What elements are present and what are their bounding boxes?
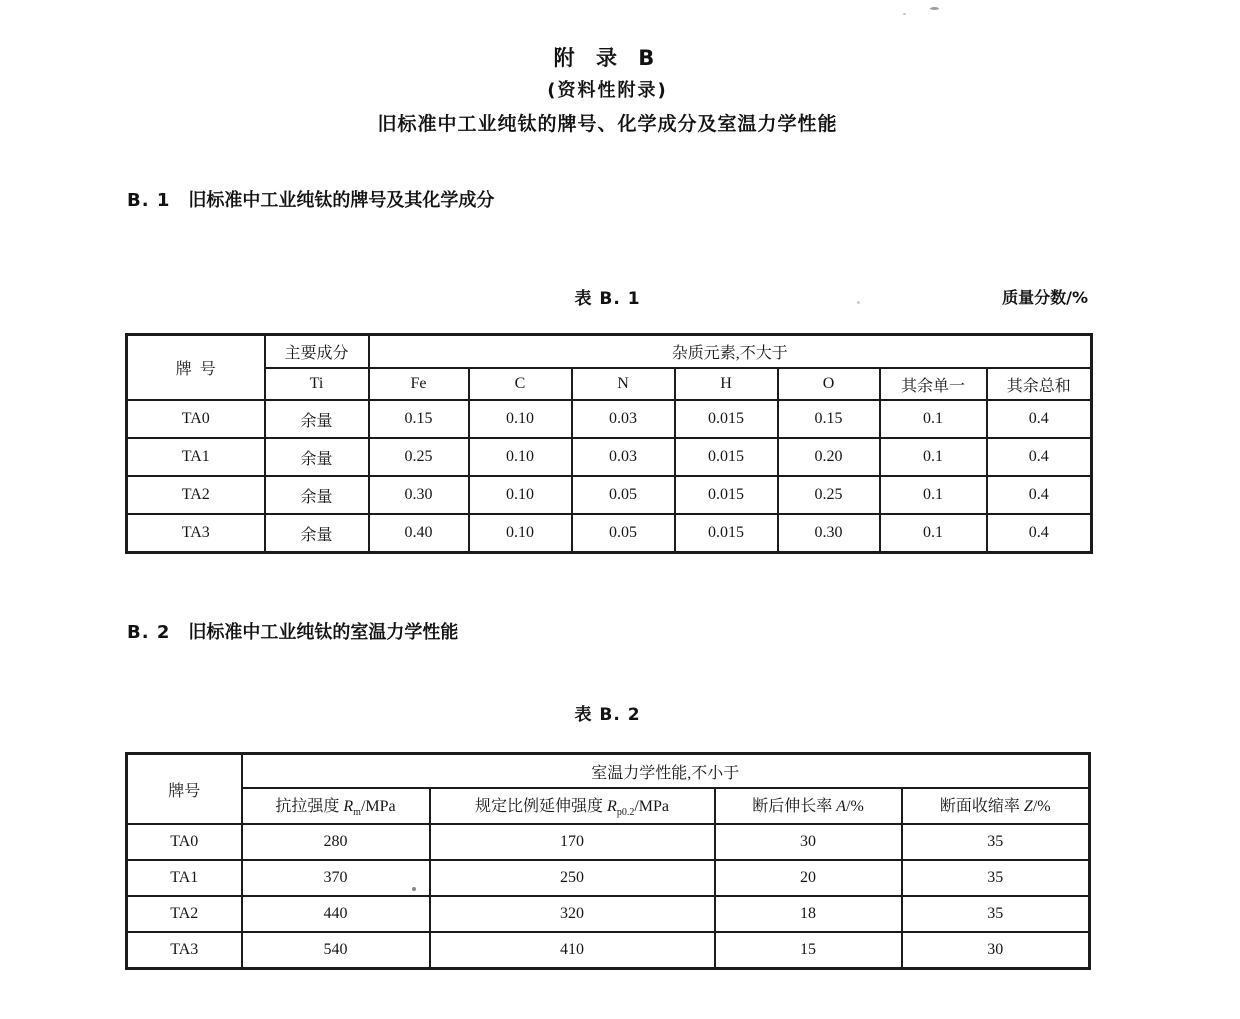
section-b2-number: B. 2 [127,622,171,643]
value-cell: 0.015 [675,438,778,476]
col-header-ti: Ti [265,368,369,400]
value-cell: 0.15 [778,400,880,438]
col-header-o: O [778,368,880,400]
col-header-other-single: 其余单一 [880,368,987,400]
col-header-fe: Fe [369,368,469,400]
col-header-h: H [675,368,778,400]
appendix-subject-title: 旧标准中工业纯钛的牌号、化学成分及室温力学性能 [377,113,838,135]
value-cell: 15 [715,932,902,969]
appendix-type-subtitle: (资料性附录) [547,80,668,101]
col-header-main-component: 主要成分 [265,335,369,369]
value-cell: 0.30 [369,476,469,514]
col-header-other-total: 其余总和 [987,368,1092,400]
mechanical-properties-table [125,752,1091,970]
value-cell: 35 [902,860,1090,896]
table-b1-caption-row [125,284,1090,308]
value-cell: 18 [715,896,902,932]
value-cell: 0.015 [675,476,778,514]
designation-cell: TA1 [127,438,265,476]
table-row [127,438,1092,476]
value-cell: 0.015 [675,400,778,438]
ti-cell: 余量 [265,514,369,553]
value-cell: 0.1 [880,400,987,438]
table-b2-caption-row [125,700,1090,724]
value-cell: 0.4 [987,438,1092,476]
table-b1-header-row-2 [127,368,1092,400]
value-cell: 0.1 [880,476,987,514]
table-b1-header-row-1 [127,335,1092,369]
table-row [127,824,1090,860]
value-cell: 0.1 [880,438,987,476]
value-cell: 0.10 [469,400,572,438]
value-cell: 170 [430,824,715,860]
col-header-designation: 牌 号 [127,335,265,401]
value-cell: 35 [902,896,1090,932]
section-b1-heading [127,186,494,212]
value-cell: 370 [242,860,430,896]
designation-cell: TA0 [127,824,242,860]
col-header-proof-strength: 规定比例延伸强度 $R_{p0.2}$/MPa [430,788,715,824]
col-header-property-group: 室温力学性能,不小于 [242,754,1090,789]
table-row [127,476,1092,514]
value-cell: 0.10 [469,438,572,476]
value-cell: 0.03 [572,438,675,476]
table-b2-header-row-2 [127,788,1090,824]
table-row [127,860,1090,896]
ti-cell: 余量 [265,438,369,476]
value-cell: 35 [902,824,1090,860]
value-cell: 280 [242,824,430,860]
designation-cell: TA3 [127,514,265,553]
scan-speck [903,13,906,15]
col-header-elongation: 断后伸长率 A/% [715,788,902,824]
value-cell: 0.4 [987,400,1092,438]
designation-cell: TA3 [127,932,242,969]
section-b1-title: 旧标准中工业纯钛的牌号及其化学成分 [188,190,495,211]
appendix-title: 附 录 B [553,46,662,70]
value-cell: 0.4 [987,476,1092,514]
value-cell: 440 [242,896,430,932]
value-cell: 0.03 [572,400,675,438]
value-cell: 0.30 [778,514,880,553]
value-cell: 30 [715,824,902,860]
table-row [127,896,1090,932]
col-header-designation: 牌号 [127,754,242,825]
col-header-reduction-of-area: 断面收缩率 Z/% [902,788,1090,824]
scan-speck [930,7,939,10]
value-cell: 0.25 [778,476,880,514]
col-header-tensile-strength: 抗拉强度 $R_m$/MPa [242,788,430,824]
designation-cell: TA2 [127,476,265,514]
value-cell: 0.4 [987,514,1092,553]
ti-cell: 余量 [265,400,369,438]
table-b1-caption: 表 B. 1 [574,289,641,309]
value-cell: 320 [430,896,715,932]
value-cell: 410 [430,932,715,969]
value-cell: 0.10 [469,476,572,514]
value-cell: 540 [242,932,430,969]
col-header-n: N [572,368,675,400]
mass-fraction-unit-note: 质量分数/% [1002,288,1088,307]
value-cell: 30 [902,932,1090,969]
value-cell: 0.25 [369,438,469,476]
section-b2-title: 旧标准中工业纯钛的室温力学性能 [188,622,459,643]
table-row [127,932,1090,969]
symbol-rm: R [343,798,354,816]
symbol-rp02: R [607,798,617,816]
value-cell: 0.40 [369,514,469,553]
chemical-composition-table [125,333,1093,554]
section-b1-number: B. 1 [127,190,171,211]
table-b2-header-row-1 [127,754,1090,789]
symbol-z: Z [1023,798,1033,816]
designation-cell: TA1 [127,860,242,896]
col-header-c: C [469,368,572,400]
col-header-impurity-group: 杂质元素,不大于 [369,335,1092,369]
table-row [127,514,1092,553]
value-cell: 0.1 [880,514,987,553]
designation-cell: TA2 [127,896,242,932]
value-cell: 0.10 [469,514,572,553]
value-cell: 0.20 [778,438,880,476]
value-cell: 0.05 [572,514,675,553]
value-cell: 250 [430,860,715,896]
scan-speck [857,301,860,304]
value-cell: 0.15 [369,400,469,438]
table-row [127,400,1092,438]
value-cell: 20 [715,860,902,896]
section-b2-heading [127,618,458,644]
ti-cell: 余量 [265,476,369,514]
designation-cell: TA0 [127,400,265,438]
symbol-a: A [836,798,846,816]
table-b2-caption: 表 B. 2 [574,705,641,725]
value-cell: 0.015 [675,514,778,553]
value-cell: 0.05 [572,476,675,514]
scan-speck [412,887,416,891]
